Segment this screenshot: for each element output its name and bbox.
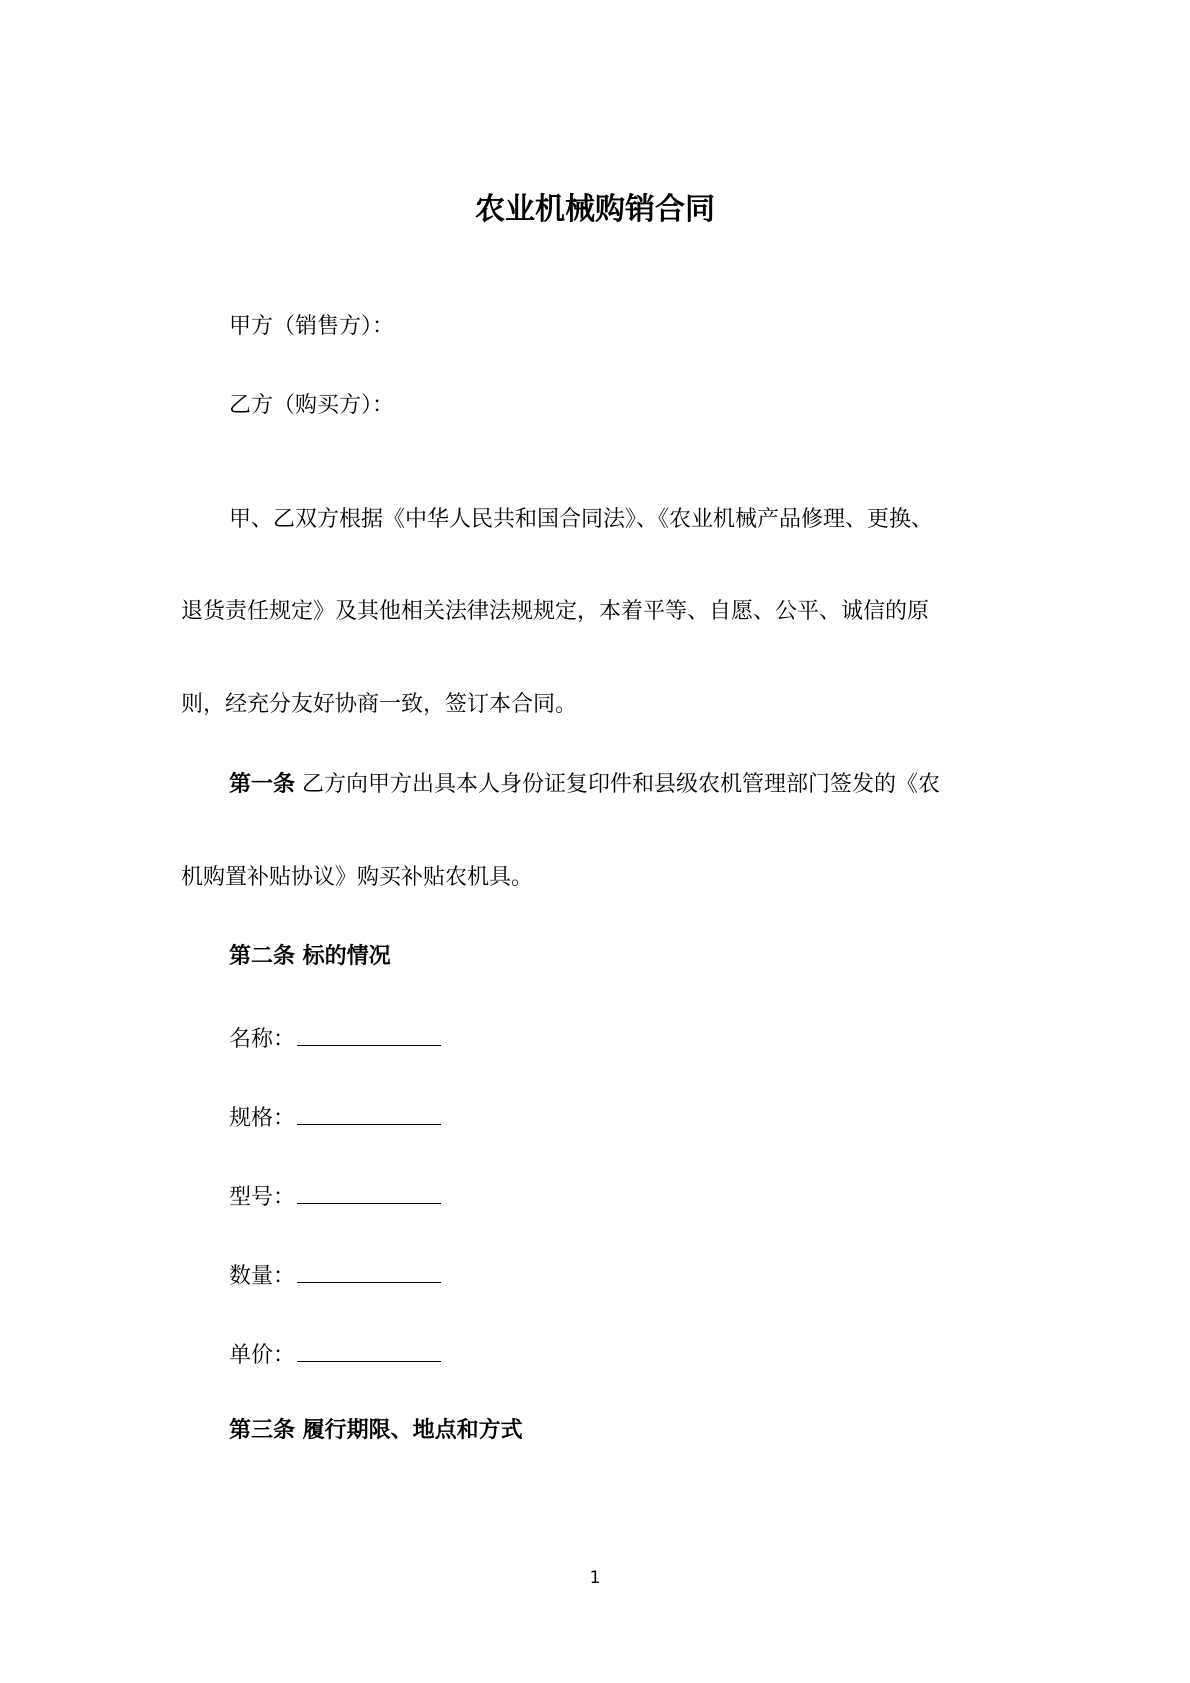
field-name-row (229, 1021, 441, 1055)
field-unit-price-blank[interactable] (297, 1337, 441, 1362)
field-name-blank[interactable] (297, 1021, 441, 1046)
field-name-label: 名称： (229, 1027, 296, 1052)
field-model-blank[interactable] (297, 1179, 441, 1204)
field-unit-price-row (229, 1337, 441, 1371)
article-3-heading: 第三条 履行期限、地点和方式 (229, 1418, 523, 1443)
field-spec-blank[interactable] (297, 1100, 441, 1125)
article-2-heading: 第二条 标的情况 (229, 944, 391, 969)
field-quantity-row (229, 1258, 441, 1292)
page-number: 1 (589, 1568, 601, 1588)
field-model-label: 型号： (229, 1185, 296, 1210)
article-1-heading: 第一条 (229, 772, 296, 797)
intro-line-3: 则，经充分友好协商一致，签订本合同。 (181, 692, 578, 717)
article-1-text: 乙方向甲方出具本人身份证复印件和县级农机管理部门签发的《农 (302, 772, 941, 797)
field-quantity-blank[interactable] (297, 1258, 441, 1283)
party-b-line: 乙方（购买方）： (229, 393, 395, 418)
article-1-line-2: 机购置补贴协议》购买补贴农机具。 (181, 865, 534, 890)
field-unit-price-label: 单价： (229, 1343, 296, 1368)
intro-line-2: 退货责任规定》及其他相关法律法规规定，本着平等、自愿、公平、诚信的原 (181, 599, 930, 624)
field-spec-row (229, 1100, 441, 1134)
article-1-line-1 (229, 770, 940, 800)
field-spec-label: 规格： (229, 1106, 296, 1131)
field-model-row (229, 1179, 441, 1213)
field-quantity-label: 数量： (229, 1264, 296, 1289)
intro-line-1: 甲、乙双方根据《中华人民共和国合同法》、《农业机械产品修理、更换、 (229, 507, 934, 532)
party-a-line: 甲方（销售方）： (229, 314, 395, 339)
document-title: 农业机械购销合同 (475, 192, 715, 227)
